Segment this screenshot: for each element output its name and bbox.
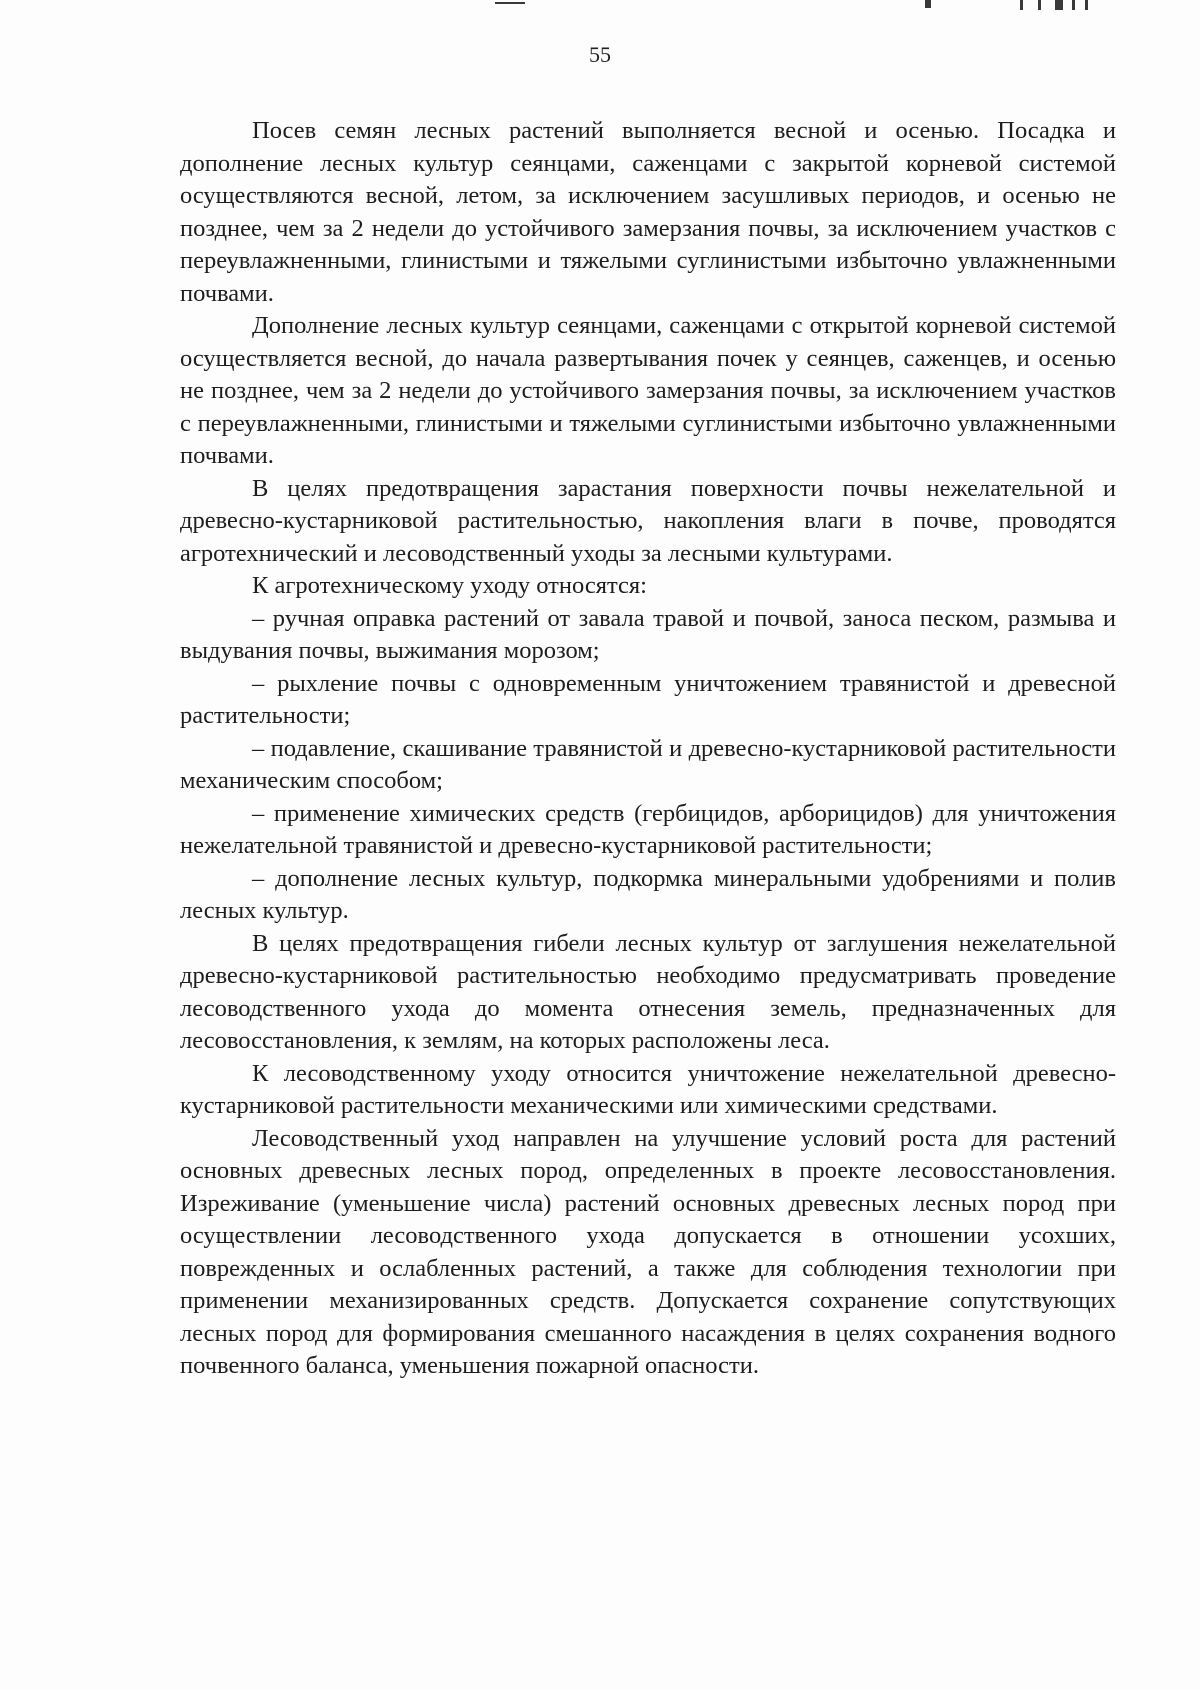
list-item-supplement-feeding: – дополнение лесных культур, подкормка минеральными удобрениями и полив лесных культур. <box>180 864 1116 924</box>
page-number: 55 <box>589 42 611 67</box>
paragraph-silvicultural-definition: К лесоводственному уходу относится уничтожение нежелательной древесно-кустарниковой растительности механическими или химическими средствами. <box>180 1059 1116 1119</box>
scan-artifacts <box>0 0 1200 14</box>
document-body <box>180 115 1116 1383</box>
paragraph-silvicultural-aim: Лесоводственный уход направлен на улучшение условий роста для растений основных древесных лесных пород, определенных в проекте лесовосстановления. Изреживание (уменьшение числа) растений основных древесных лесных пород при осуществлении лесоводственного ухода допускается в отношении усохших, поврежденных и ослабленных растений, а также для соблюдения технологии при применении механизированных средств. Допускается сохранение сопутствующих лесных пород для формирования смешанного насаждения в целях сохранения водного почвенного баланса, уменьшения пожарной опасности. <box>180 1124 1116 1379</box>
paragraph-open-root-supplement: Дополнение лесных культур сеянцами, саженцами с открытой корневой системой осуществляется весной, до начала развертывания почек у сеянцев, саженцев, и осенью не позднее, чем за 2 недели до устойчивого замерзания почвы, за исключением участков с переувлажненными, глинистыми и тяжелыми суглинистыми избыточно увлажненными почвами. <box>180 312 1116 469</box>
list-item-suppression: – подавление, скашивание травянистой и древесно-кустарниковой растительности механическим способом; <box>180 734 1116 794</box>
paragraph-care-purpose: В целях предотвращения зарастания поверхности почвы нежелательной и древесно-кустарниковой растительностью, накопления влаги в почве, проводятся агротехнический и лесоводственный уходы за лесными культурами. <box>180 474 1116 567</box>
list-item-loosening: – рыхление почвы с одновременным уничтожением травянистой и древесной растительности; <box>180 669 1116 729</box>
paragraph-sowing-planting: Посев семян лесных растений выполняется весной и осенью. Посадка и дополнение лесных культур сеянцами, саженцами с закрытой корневой системой осуществляются весной, летом, за исключением засушливых периодов, и осенью не позднее, чем за 2 недели до устойчивого замерзания почвы, за исключением участков с переувлажненными, глинистыми и тяжелыми суглинистыми избыточно увлажненными почвами. <box>180 117 1116 307</box>
paragraph-agrotechnical-intro: К агротехническому уходу относятся: <box>252 572 647 599</box>
list-item-manual-adjustment: – ручная оправка растений от завала травой и почвой, заноса песком, размыва и выдувания почвы, выжимания морозом; <box>180 604 1116 664</box>
list-item-chemicals: – применение химических средств (гербицидов, арборицидов) для уничтожения нежелательной травянистой и древесно-кустарниковой растительности; <box>180 799 1116 859</box>
paragraph-prevent-death: В целях предотвращения гибели лесных культур от заглушения нежелательной древесно-кустарниковой растительностью необходимо предусматривать проведение лесоводственного ухода до момента отнесения земель, предназначенных для лесовосстановления, к землям, на которых расположены леса. <box>180 929 1116 1054</box>
